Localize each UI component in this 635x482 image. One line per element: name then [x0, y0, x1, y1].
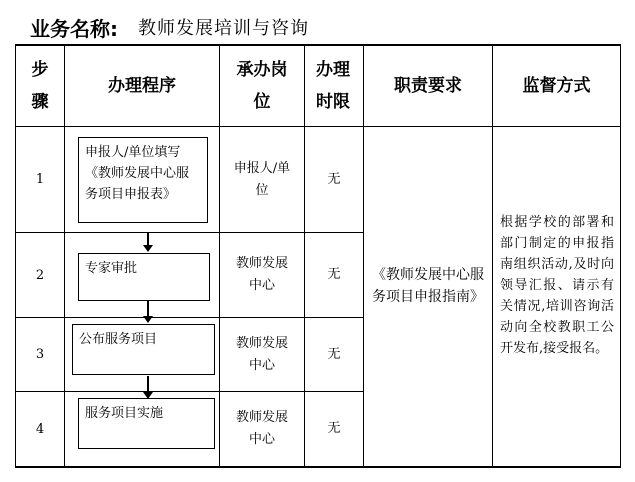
procedure-box-3: 公布服务项目: [72, 324, 215, 375]
header-responsibility: 职责要求: [394, 76, 462, 96]
col-border-2: [219, 44, 220, 468]
header-post: 承办岗位: [236, 60, 288, 112]
post-cell-1: 申报人/单位: [233, 160, 291, 198]
procedure-box-4: 服务项目实施: [78, 398, 215, 449]
flow-arrow-1: [147, 232, 149, 246]
business-name-label: 业务名称:: [30, 16, 118, 41]
post-cell-2: 教师发展中心: [235, 256, 288, 293]
step-number-2: 2: [35, 267, 45, 283]
step-number-3: 3: [35, 347, 45, 362]
post-cell-4: 教师发展中心: [235, 410, 288, 447]
business-name-value: 教师发展培训与咨询: [138, 18, 309, 39]
flow-arrow-2: [147, 301, 149, 317]
time-limit-cell-1: 无: [327, 171, 341, 187]
step-number-4: 4: [35, 421, 45, 437]
step-number-1: 1: [35, 172, 45, 187]
header-step: 步骤: [31, 60, 49, 112]
col-border-6: [620, 44, 621, 468]
header-time-limit: 办理时限: [316, 60, 350, 112]
flow-arrow-3: [147, 376, 149, 393]
procedure-box-1: 申报人/单位填写《教师发展中心服务项目申报表》: [78, 137, 208, 223]
post-cell-3: 教师发展中心: [235, 335, 288, 373]
procedure-box-2: 专家审批: [78, 253, 210, 301]
supervision-text: 根据学校的部署和部门制定的申报指南组织活动,及时向领导汇报、请示有关情况,培训咨询活动向全校教职工公开发布,接受报名。: [500, 215, 614, 356]
time-limit-cell-2: 无: [327, 267, 341, 282]
header-procedure: 办理程序: [108, 76, 176, 96]
header-supervision: 监督方式: [522, 76, 591, 96]
time-limit-cell-4: 无: [327, 421, 341, 436]
responsibility-text: 《教师发展中心服务项目申报指南》: [372, 267, 484, 305]
table-bottom-border: [15, 466, 621, 468]
time-limit-cell-3: 无: [327, 346, 341, 362]
